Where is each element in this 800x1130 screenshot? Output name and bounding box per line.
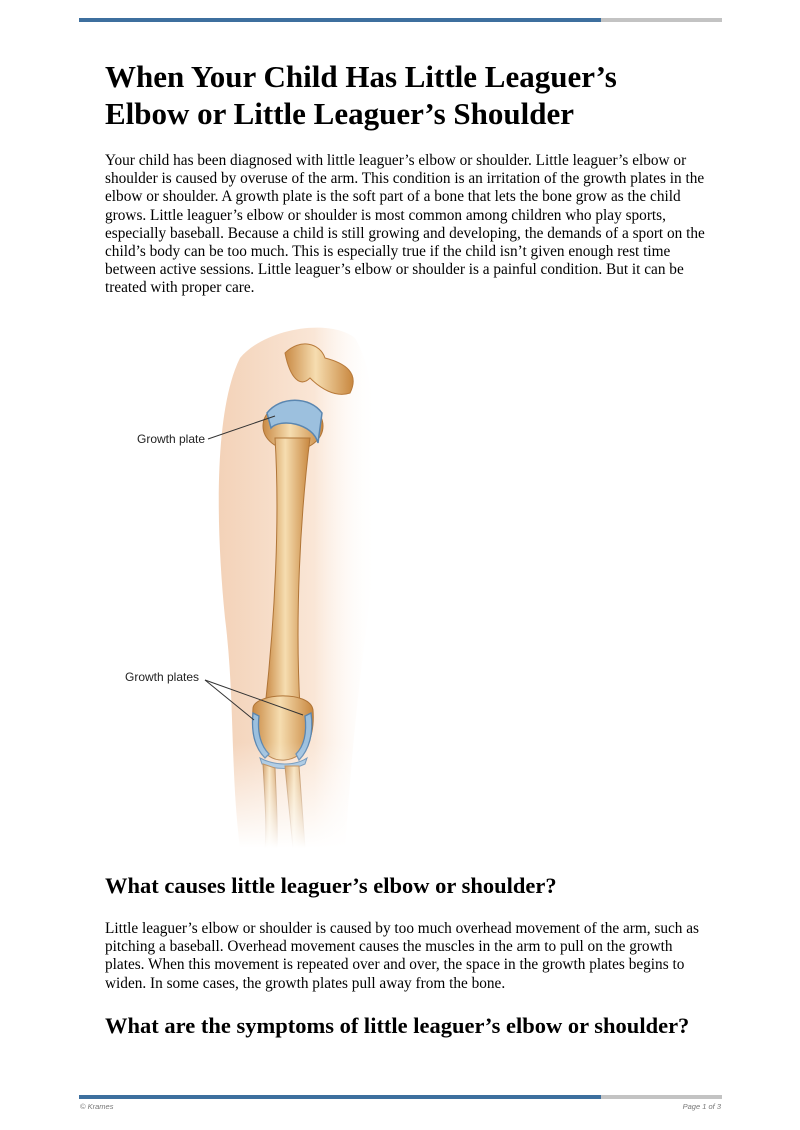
section-body-causes: Little leaguer’s elbow or shoulder is caused by too much overhead movement of the arm, such as pitching a baseball. Overhead movement causes the muscles in the arm to pull on the growth plates. When this movement is repeated over and over, the space in the growth plates begins to widen. In some cases, the growth plates pull away from the bone. [105, 920, 700, 992]
intro-paragraph: Your child has been diagnosed with little leaguer’s elbow or shoulder. Little leaguer’s elbow or shoulder is caused by overuse of the arm. This condition is an irritation of the growth plates in the elbow or shoulder. A growth plate is the soft part of a bone that lets the bone grow as the child grows. Little leaguer’s elbow or shoulder is most common among children who play sports, especially baseball. Because a child is still growing and developing, the demands of a sport on the child’s body can be too much. This is especially true if the child isn’t given enough rest time between active sessions. Little leaguer’s elbow or shoulder is a painful condition. But it can be treated with proper care. [105, 152, 705, 297]
arm-illustration [115, 318, 415, 848]
header-rule-accent [79, 18, 601, 22]
footer-rule [79, 1095, 722, 1099]
section-heading-causes: What causes little leaguer’s elbow or shoulder? [105, 873, 557, 898]
footer-rule-secondary [601, 1095, 722, 1099]
header-rule [79, 18, 722, 22]
label-growth-plate: Growth plate [137, 432, 206, 446]
footer-page-number: Page 1 of 3 [682, 1102, 721, 1111]
header-rule-secondary [601, 18, 722, 22]
page-title: When Your Child Has Little Leaguer’s Elbow or Little Leaguer’s Shoulder [105, 59, 617, 131]
section-heading-symptoms: What are the symptoms of little leaguer’s elbow or shoulder? [105, 1013, 690, 1038]
label-growth-plates: Growth plates [125, 670, 200, 684]
arm-bone-diagram [115, 318, 415, 848]
footer-rule-accent [79, 1095, 601, 1099]
footer-copyright: © Krames [80, 1102, 114, 1111]
